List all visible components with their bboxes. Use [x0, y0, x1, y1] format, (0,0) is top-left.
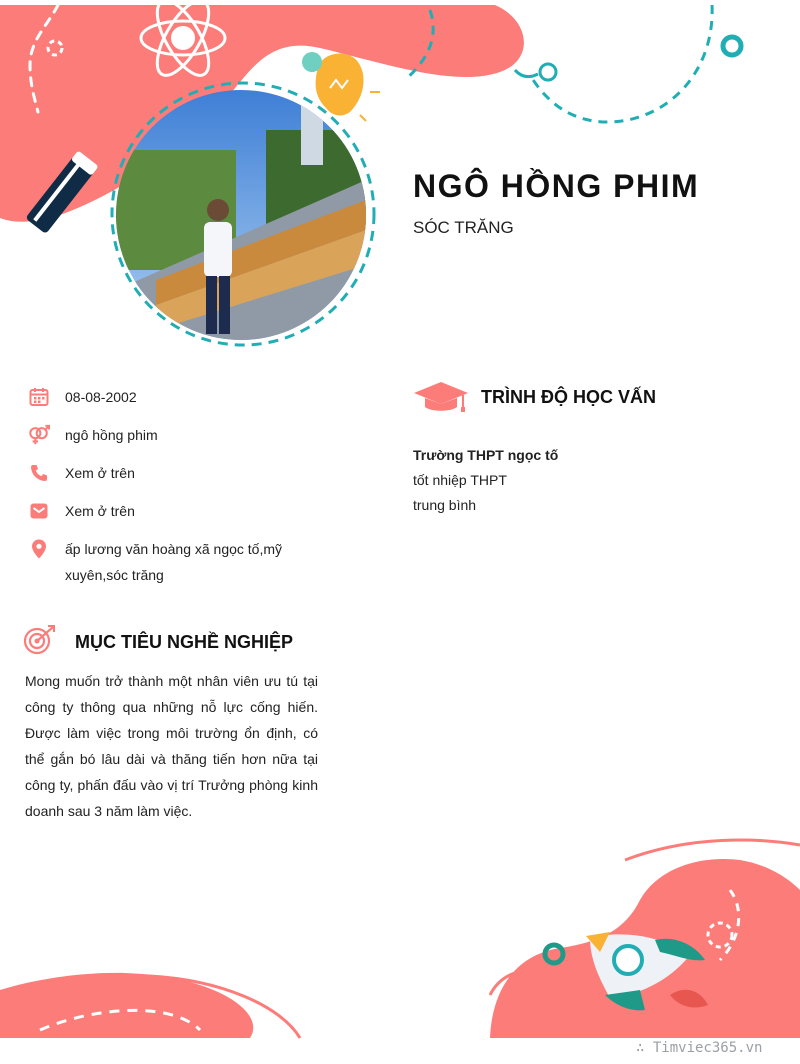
objective-text: Mong muốn trở thành một nhân viên ưu tú tại công ty thông qua những nỗ lực cống hiến. Được làm việc trong môi trường ổn định, có thể gắn bó lâu dài và thăng tiến hơn nữa tại công ty, phấn đấu vào vị trí Trưởng phòng kinh doanh sau 3 năm làm việc.	[25, 673, 318, 819]
phone-icon	[28, 462, 50, 484]
birthday-row	[28, 386, 328, 410]
email-value: Xem ở trên	[65, 503, 135, 519]
mail-icon	[28, 500, 50, 522]
gender-row	[28, 424, 328, 448]
candidate-location: SÓC TRĂNG	[413, 218, 514, 237]
graduation-cap-icon	[413, 380, 469, 419]
profile-photo	[116, 90, 366, 340]
degree: tốt nhiệp THPT	[413, 472, 507, 488]
birthday-value: 08-08-2002	[65, 389, 137, 405]
objective-title: MỤC TIÊU NGHỀ NGHIỆP	[75, 632, 294, 652]
grade: trung bình	[413, 497, 477, 513]
education-title: TRÌNH ĐỘ HỌC VẤN	[481, 387, 656, 407]
watermark: ∴ Timviec365.vn	[636, 1040, 763, 1056]
lightbulb-icon	[302, 52, 380, 121]
address-row	[28, 538, 328, 588]
candidate-name: NGÔ HỒNG PHIM	[413, 168, 700, 204]
phone-value: Xem ở trên	[65, 465, 135, 481]
location-pin-icon	[28, 538, 50, 560]
address-value: ấp lương văn hoàng xã ngọc tố,mỹ xuyên,sóc trăng	[65, 541, 283, 583]
bottom-left-blob	[0, 973, 253, 1038]
target-icon	[24, 624, 58, 661]
education-entry	[413, 443, 558, 518]
school-name: Trường THPT ngọc tố	[413, 447, 559, 463]
gender-icon	[28, 424, 50, 446]
email-row	[28, 500, 328, 524]
gender-value: ngô hồng phim	[65, 427, 158, 443]
phone-row	[28, 462, 328, 486]
calendar-icon	[28, 386, 50, 408]
